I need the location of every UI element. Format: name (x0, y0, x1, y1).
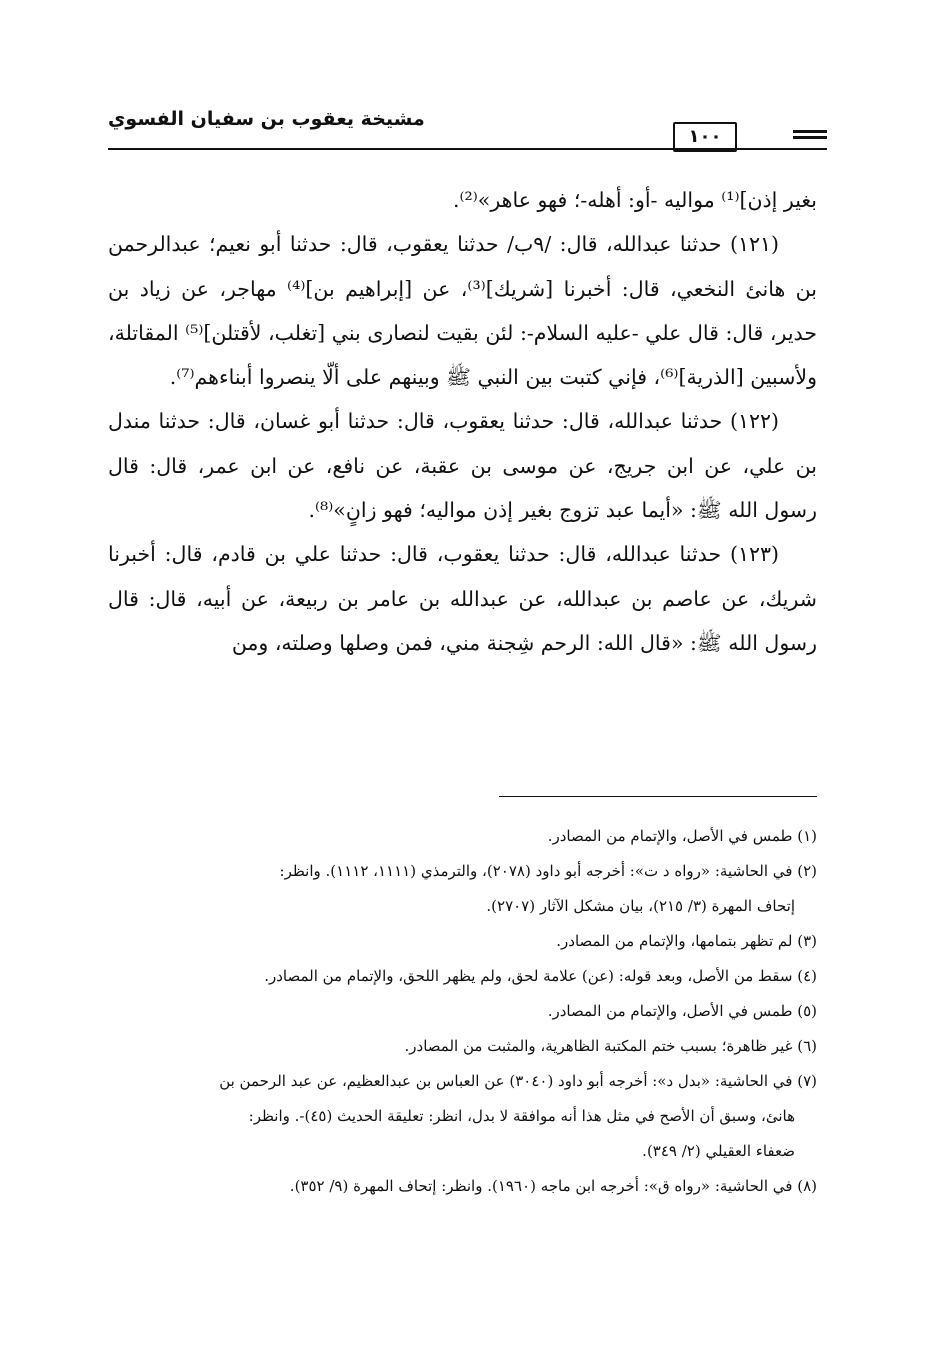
footnote-separator (499, 796, 817, 797)
footnotes (108, 820, 817, 1205)
running-title: مشيخة يعقوب بن سفيان الفسوي (108, 108, 425, 130)
footnote-7-cont: هانئ، وسبق أن الأصح في مثل هذا أنه موافقة لا بدل، انظر: تعليقة الحديث (٤٥)-. وانظر: (248, 1107, 795, 1125)
footnote-7: (٧) في الحاشية: «بدل د»: أخرجه أبو داود (٣٠٤٠) عن العباس بن عبدالعظيم، عن عبد الرحمن بن (219, 1072, 817, 1090)
footnote-3: (٣) لم تظهر بتمامها، والإتمام من المصادر. (556, 932, 817, 950)
page-number: ١٠٠ (673, 122, 737, 152)
footnote-2-cont: إتحاف المهرة (٣/ ٢١٥)، بيان مشكل الآثار (٢٧٠٧). (486, 897, 795, 915)
text-continuation: بغير إذن]⁽¹⁾ مواليه -أو: أهله-؛ فهو عاهر»⁽²⁾. (452, 188, 817, 212)
footnote-5: (٥) طمس في الأصل، والإتمام من المصادر. (547, 1002, 817, 1020)
page-header (108, 108, 827, 158)
hadith-121: (١٢١) حدثنا عبدالله، قال: /٩ب/ حدثنا يعقوب، قال: حدثنا أبو نعيم؛ عبدالرحمن بن هانئ النخعي، قال: أخبرنا [شريك]⁽³⁾، عن [إبراهيم بن]⁽⁴⁾ مهاجر، عن زياد بن حدير، قال: قال علي -عليه السلام-: لئن بقيت لنصارى بني [تغلب، لأقتلن]⁽⁵⁾ المقاتلة، ولأسبين [الذرية]⁽⁶⁾، فإني كتبت بين النبي ﷺ وبينهم على ألّا ينصروا أبناءهم⁽⁷⁾. (108, 232, 817, 390)
header-ornament (793, 130, 827, 133)
footnote-8: (٨) في الحاشية: «رواه ق»: أخرجه ابن ماجه (١٩٦٠). وانظر: إتحاف المهرة (٩/ ٣٥٢). (289, 1177, 817, 1195)
footnote-7-cont-2: ضعفاء العقيلي (٢/ ٣٤٩). (642, 1142, 795, 1160)
hadith-123: (١٢٣) حدثنا عبدالله، قال: حدثنا يعقوب، قال: حدثنا علي بن قادم، قال: أخبرنا شريك، عن عاصم بن عبدالله، عن عبدالله بن عامر بن ربيعة، عن أبيه، قال: قال رسول الله ﷺ: «قال الله: الرحم شِجنة مني، فمن وصلها وصلته، ومن (108, 542, 817, 655)
main-text (108, 178, 817, 665)
hadith-122: (١٢٢) حدثنا عبدالله، قال: حدثنا يعقوب، قال: حدثنا أبو غسان، قال: حدثنا مندل بن علي، عن ابن جريج، عن موسى بن عقبة، عن نافع، عن ابن عمر، قال: قال رسول الله ﷺ: «أيما عبد تزوج بغير إذن مواليه؛ فهو زانٍ»⁽⁸⁾. (108, 409, 817, 523)
footnote-2: (٢) في الحاشية: «رواه د ت»: أخرجه أبو داود (٢٠٧٨)، والترمذي (١١١١، ١١١٢). وانظر: (279, 862, 817, 880)
footnote-6: (٦) غير ظاهرة؛ بسبب ختم المكتبة الظاهرية، والمثبت من المصادر. (404, 1037, 817, 1055)
header-ornament-2 (793, 136, 827, 139)
footnote-1: (١) طمس في الأصل، والإتمام من المصادر. (547, 827, 817, 845)
footnote-4: (٤) سقط من الأصل، وبعد قوله: (عن) علامة لحق، ولم يظهر اللحق، والإتمام من المصادر. (264, 967, 817, 985)
